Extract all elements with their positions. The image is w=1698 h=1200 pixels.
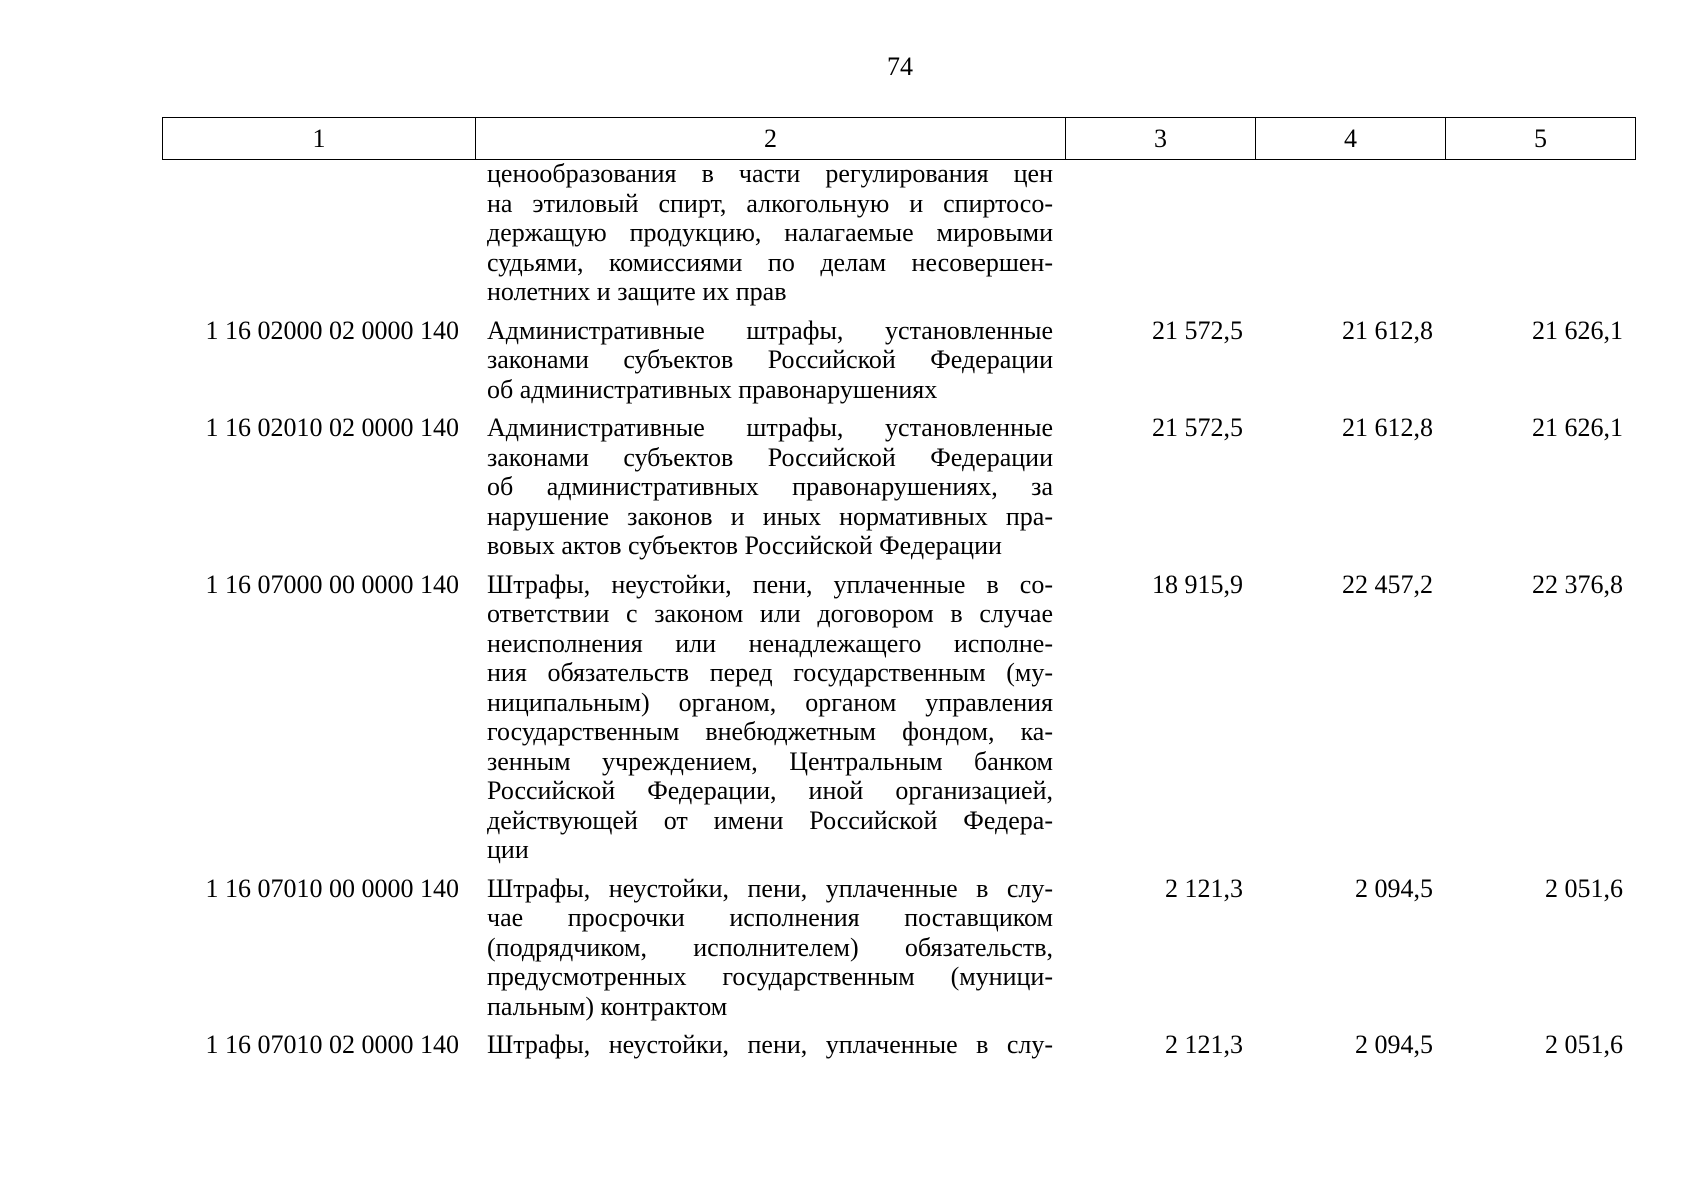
description-line: государственным внебюджетным фондом, ка- [487,717,1053,746]
description-line: пальным) контрактом [487,991,728,1021]
row-description [475,413,1065,561]
page-number: 74 [887,52,913,81]
value-col-5: 21 626,1 [1532,413,1623,442]
value-col-4: 2 094,5 [1355,873,1433,903]
row-description [475,570,1065,865]
budget-code: 1 16 02010 02 0000 140 [205,413,459,442]
value-col-5: 21 626,1 [1532,315,1623,345]
table-body [162,159,1635,1069]
value-col-3: 2 121,3 [1165,873,1243,903]
description-line: Штрафы, неустойки, пени, уплаченные в слу- [487,873,1053,903]
table-row [162,159,1635,307]
description-line: неисполнения или ненадлежащего исполне- [487,628,1053,658]
header-col-5: 5 [1446,118,1636,160]
description-line: ния обязательств перед государственным (му- [487,658,1053,687]
value-col-5: 22 376,8 [1532,569,1623,599]
value-col-4: 2 094,5 [1355,1030,1433,1059]
header-col-1: 1 [163,118,476,160]
description-line: нарушение законов и иных нормативных пра- [487,501,1053,531]
budget-code: 1 16 07010 02 0000 140 [205,1030,459,1059]
value-col-4: 22 457,2 [1342,569,1433,599]
row-description [475,874,1065,1022]
description-line: ниципальным) органом, органом управления [487,687,1053,717]
description-line: чае просрочки исполнения поставщиком [487,903,1053,932]
value-col-4: 21 612,8 [1342,315,1433,345]
description-line: Административные штрафы, установленные [487,315,1053,345]
budget-code: 1 16 07010 00 0000 140 [205,873,459,903]
value-col-5: 2 051,6 [1545,1030,1623,1059]
header-col-2: 2 [476,118,1066,160]
table-row [162,874,1635,1022]
description-line: ции [487,835,529,864]
description-line: законами субъектов Российской Федерации [487,442,1053,472]
value-col-3: 21 572,5 [1152,315,1243,345]
description-line: судьями, комиссиями по делам несовершен- [487,247,1053,277]
description-line: зенным учреждением, Центральным банком [487,746,1053,776]
row-description [475,1030,1065,1060]
table-header [162,117,1636,160]
value-col-3: 21 572,5 [1152,413,1243,442]
description-line: (подрядчиком, исполнителем) обязательств, [487,932,1053,962]
description-line: держащую продукцию, налагаемые мировыми [487,218,1053,247]
table-row [162,1030,1635,1060]
table-row [162,316,1635,405]
header-col-3: 3 [1066,118,1256,160]
value-col-5: 2 051,6 [1545,873,1623,903]
description-line: на этиловый спирт, алкогольную и спиртосо- [487,188,1053,218]
budget-code: 1 16 02000 02 0000 140 [205,315,459,345]
description-line: законами субъектов Российской Федерации [487,345,1053,374]
row-description [475,159,1065,307]
description-line: об административных правонарушениях, за [487,472,1053,501]
header-col-4: 4 [1256,118,1446,160]
description-line: об административных правонарушениях [487,374,938,404]
description-line: действующей от имени Российской Федера- [487,805,1053,835]
description-line: предусмотренных государственным (муници- [487,962,1053,991]
description-line: вовых актов субъектов Российской Федерации [487,531,1002,560]
description-line: ценообразования в части регулирования цен [487,159,1053,188]
budget-code: 1 16 07000 00 0000 140 [205,569,459,599]
table-row [162,570,1635,865]
description-line: Штрафы, неустойки, пени, уплаченные в со- [487,569,1053,599]
description-line: Штрафы, неустойки, пени, уплаченные в слу- [487,1030,1053,1059]
description-line: Российской Федерации, иной организацией, [487,776,1053,805]
description-line: нолетних и защите их прав [487,277,787,306]
description-line: Административные штрафы, установленные [487,413,1053,442]
description-line: ответствии с законом или договором в случае [487,599,1053,628]
table-row [162,413,1635,561]
value-col-3: 2 121,3 [1165,1030,1243,1059]
row-description [475,316,1065,405]
value-col-3: 18 915,9 [1152,569,1243,599]
value-col-4: 21 612,8 [1342,413,1433,442]
